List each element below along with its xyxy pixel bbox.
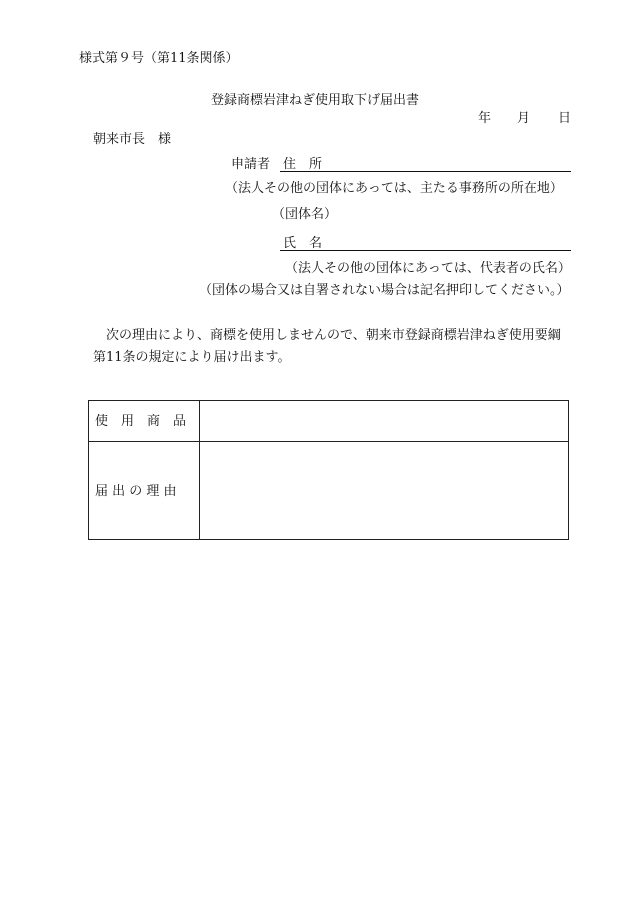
date-day-label: 日 — [558, 111, 572, 126]
date-month-label: 月 — [517, 111, 531, 126]
applicant-label: 申請者 — [231, 157, 271, 172]
address-label: 住 所 — [283, 157, 323, 172]
table-row-label-product: 使 用 商 品 — [95, 414, 187, 429]
seal-note: （団体の場合又は自署されない場合は記名押印してください。） — [199, 283, 570, 298]
name-note: （法人その他の団体にあっては、代表者の氏名） — [285, 261, 571, 276]
reason-table — [88, 400, 569, 540]
date-year-label: 年 — [478, 111, 492, 126]
form-number: 様式第９号（第11条関係） — [79, 51, 239, 66]
table-column-divider — [199, 401, 200, 539]
address-field-line[interactable] — [280, 171, 571, 172]
organization-name-label: （団体名） — [272, 207, 338, 222]
address-note: （法人その他の団体にあっては、主たる事務所の所在地） — [225, 181, 563, 196]
document-title: 登録商標岩津ねぎ使用取下げ届出書 — [210, 93, 419, 108]
name-label: 氏 名 — [283, 236, 323, 251]
table-row-divider — [89, 441, 568, 442]
name-field-line[interactable] — [280, 250, 571, 251]
addressee: 朝来市長 様 — [93, 132, 172, 147]
body-paragraph: 次の理由により、商標を使用しませんので、朝来市登録商標岩津ねぎ使用要綱第11条の規定により届け出ます。 — [93, 328, 561, 365]
table-row-label-reason: 届 出 の 理 由 — [95, 484, 177, 499]
